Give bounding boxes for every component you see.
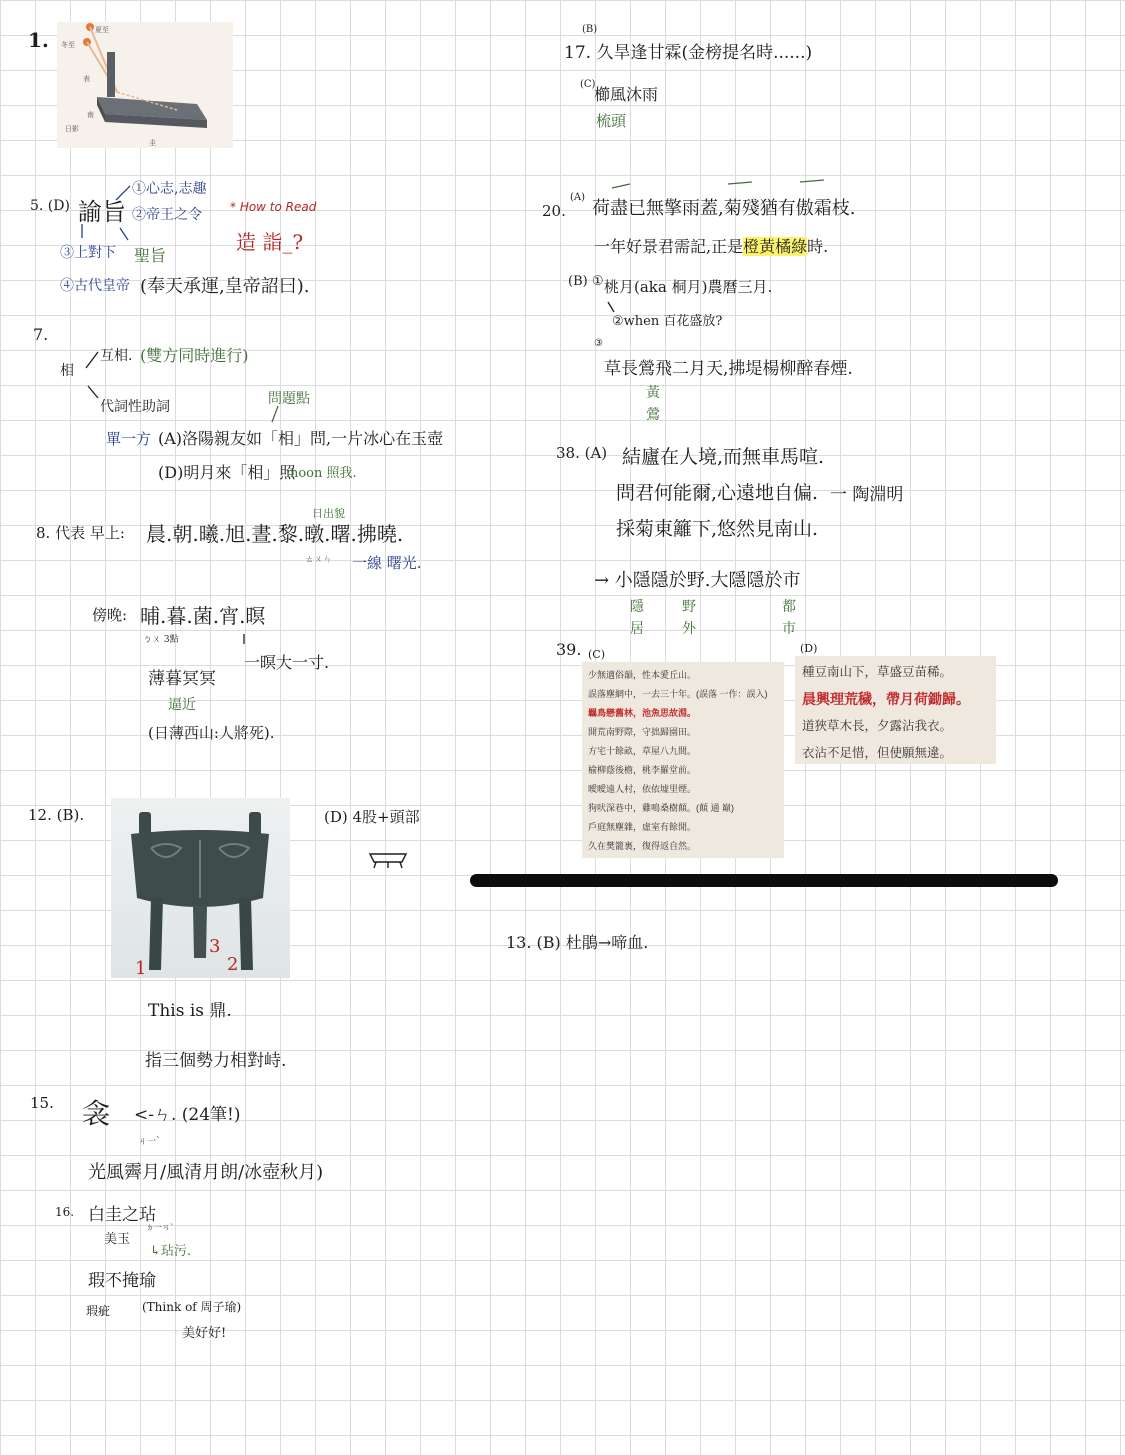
q7-line-a: (A)洛陽親友如「相」問,一片冰心在玉壺 (158, 429, 444, 448)
q7-pronoun: 代詞性助詞 (100, 399, 170, 415)
q7-mutual-note: (雙方同時進行) (140, 346, 249, 365)
q16-pretty: 美好好! (182, 1326, 227, 1341)
fig-label-winter: 冬至 (61, 41, 75, 49)
q7-problem: 問題點 (268, 391, 310, 407)
q15-number: 15. (30, 1094, 54, 1112)
fig-label-summer: 夏至 (95, 26, 109, 34)
poem-c-card (582, 662, 784, 858)
q8-rixi: (日薄西山:人將死). (148, 724, 275, 742)
q38-line1: 結廬在人境,而無車馬喧. (622, 446, 825, 468)
q20-c-line: 草長鶯飛二月天,拂堤楊柳醉春煙. (604, 359, 853, 379)
q20-c-note-1: 黃 (646, 385, 660, 401)
q12-d-note: (D) 4股+頭部 (324, 808, 420, 826)
q8-evening-label: 傍晚: (92, 606, 128, 624)
ding-photo (111, 798, 290, 978)
poem-c-line: 曖曖遠人村，依依墟里煙。 (588, 784, 697, 794)
q7-xiang: 相 (60, 363, 74, 379)
q20-b-line: 桃月(aka 桐月)農曆三月. (604, 278, 773, 296)
q20-line2 (594, 234, 828, 257)
q8-sound: ㄊㄨㄣ (305, 555, 333, 565)
poem-d-line: 衣沾不足惜，但使願無違。 (802, 746, 953, 760)
q8-morning-chars: 晨.朝.曦.旭.晝.黎.暾.曙.拂曉. (146, 522, 404, 546)
q7-mutual: 互相. (100, 348, 133, 364)
q12-this-is: This is 鼎. (148, 1001, 232, 1021)
q17-b-mark: (B) (582, 24, 598, 35)
q15-phrase: 光風霽月/風清月朗/冰壺秋月) (88, 1162, 324, 1183)
fig-label-gnomon: 表 (83, 75, 90, 83)
q39-d-mark: (D) (800, 642, 818, 655)
q20-number: 20. (542, 202, 566, 220)
q5-word: 諭旨 (78, 198, 126, 226)
q5-number: 5. (D) (30, 198, 70, 214)
q8-dawn-ray: 一線 曙光. (352, 554, 422, 572)
q5-meaning-1: ①心志,志趣 (132, 181, 207, 197)
q5-sacred: 聖旨 (134, 246, 167, 265)
q8-ming-note: 一暝大一寸. (244, 653, 330, 672)
q8-sunrise-note: 日出貌 (312, 507, 345, 520)
poem-d-card (795, 656, 996, 764)
q7-one-side: 單一方 (106, 430, 152, 448)
q8-near: 逼近 (168, 697, 196, 713)
poem-c-line-highlight: 羈鳥戀舊林，池魚思故淵。 (588, 708, 697, 718)
q15-sound: <-ㄣ. (24筆!) (134, 1105, 241, 1125)
q16-number: 16. (55, 1205, 75, 1219)
q20-b-note: ②when 百花盛放? (612, 314, 723, 329)
q20-c-note-2: 鶯 (646, 407, 660, 423)
q38-hermit: 隱居 (630, 599, 644, 637)
q1-number: 1. (28, 28, 49, 52)
q16-jade: 美玉 (104, 1232, 131, 1247)
poem-c-line: 久在樊籠裏，復得返自然。 (588, 841, 697, 851)
poem-c-line: 狗吠深巷中，雞鳴桑樹顛。(顛 通 巔) (588, 803, 734, 813)
poem-d-line: 種豆南山下，草盛豆苗稀。 (802, 665, 953, 679)
q39-c-mark: (C) (588, 648, 605, 661)
q20-line1: 荷盡已無擎雨蓋,菊殘猶有傲霜枝. (592, 198, 856, 219)
poem-c-line: 戶庭無塵雜，虛室有餘閒。 (588, 822, 697, 832)
ding-leg-mark-3: 3 (209, 936, 221, 957)
q7-line-d-note: moon 照我. (286, 466, 357, 481)
poem-c-line: 誤落塵網中，一去三十年。(誤落 一作：誤入) (588, 689, 768, 699)
ding-leg-mark-2: 2 (227, 954, 239, 975)
q20-line2-highlight: 橙黃橘綠 (743, 237, 808, 256)
q5-zao-yi: 造 詣_? (236, 230, 304, 254)
q12-number: 12. (B). (28, 806, 85, 824)
q5-meaning-4: ④古代皇帝 (60, 278, 130, 294)
sundial-figure (57, 22, 233, 148)
q17-c-mark: (C) (580, 79, 596, 90)
q20-line2-post: 時. (807, 237, 829, 256)
q20-b-mark: (B) ① (568, 274, 604, 289)
q16-flaw: 瑕疵 (86, 1304, 111, 1318)
q5-meaning-3: ③上對下 (60, 245, 116, 261)
q5-example: (奉天承運,皇帝詔曰). (140, 276, 310, 297)
fig-label-shadow: 日影 (65, 125, 79, 133)
q15-tone: ㄐ一ˋ (138, 1137, 161, 1147)
q15-char: 衾 (82, 1097, 111, 1130)
q16-phrase2: 瑕不掩瑜 (88, 1271, 156, 1291)
q17-line2: 櫛風沐雨 (594, 85, 659, 104)
poem-c-line: 榆柳蔭後檐，桃李羅堂前。 (588, 765, 697, 775)
q16-sound: ㄉ一ㄢˋ (146, 1223, 174, 1232)
q17-comb: 梳頭 (596, 112, 627, 130)
poem-c-line: 方宅十餘畝，草屋八九間。 (588, 746, 697, 756)
fig-label-south: 南 (87, 111, 94, 119)
q16-phrase: 白圭之玷 (88, 1205, 156, 1225)
q17-line1: 17. 久旱逢甘霖(金榜提名時......) (564, 43, 813, 63)
q39-number: 39. (556, 640, 582, 659)
q38-line4: → 小隱隱於野.大隱隱於市 (594, 570, 801, 591)
q16-meaning: ↳玷污. (150, 1244, 192, 1259)
q7-number: 7. (33, 325, 49, 344)
q38-city: 都市 (782, 599, 796, 637)
q38-poet: 一 陶淵明 (830, 485, 904, 505)
q8-label: 8. 代表 早上: (36, 524, 125, 542)
q5-how-to-read: * How to Read (230, 200, 317, 214)
ding-sketch-icon (368, 850, 408, 870)
q38-number: 38. (A) (556, 444, 608, 462)
q38-wild: 野外 (682, 599, 696, 637)
q16-think: (Think of 周子瑜) (142, 1300, 242, 1314)
sundial-illustration (57, 22, 233, 148)
q20-a-mark: (A) (570, 192, 586, 203)
q38-line3: 採菊東籬下,悠然見南山. (616, 518, 819, 540)
q5-meaning-2: ②帝王之令 (132, 207, 202, 223)
poem-c-line: 開荒南野際，守拙歸園田。 (588, 727, 697, 737)
q20-line2-pre: 一年好景君需記,正是 (594, 237, 744, 256)
ding-leg-mark-1: 1 (135, 958, 147, 978)
q8-evening-chars: 晡.暮.菌.宵.暝 (140, 604, 266, 628)
q8-bu-sound: ㄅㄨ 3點 (143, 635, 179, 645)
poem-d-line-highlight: 晨興理荒穢，帶月荷鋤歸。 (802, 691, 970, 707)
poem-d-line: 道狹草木長，夕露沾我衣。 (802, 719, 953, 733)
q12-meaning: 指三個勢力相對峙. (145, 1051, 287, 1071)
q38-line2: 問君何能爾,心遠地自偏. (616, 482, 819, 504)
q8-bomu: 薄暮冥冥 (148, 669, 216, 689)
q7-line-d: (D)明月來「相」照 (158, 463, 296, 482)
ding-vessel-illustration (111, 798, 290, 978)
q13-line: 13. (B) 杜鵑→啼血. (506, 933, 649, 952)
q20-c-mark: ③ (594, 338, 603, 349)
section-divider (470, 874, 1058, 887)
poem-c-line: 少無適俗韻，性本愛丘山。 (588, 670, 697, 680)
fig-label-gui: 圭 (149, 139, 156, 147)
